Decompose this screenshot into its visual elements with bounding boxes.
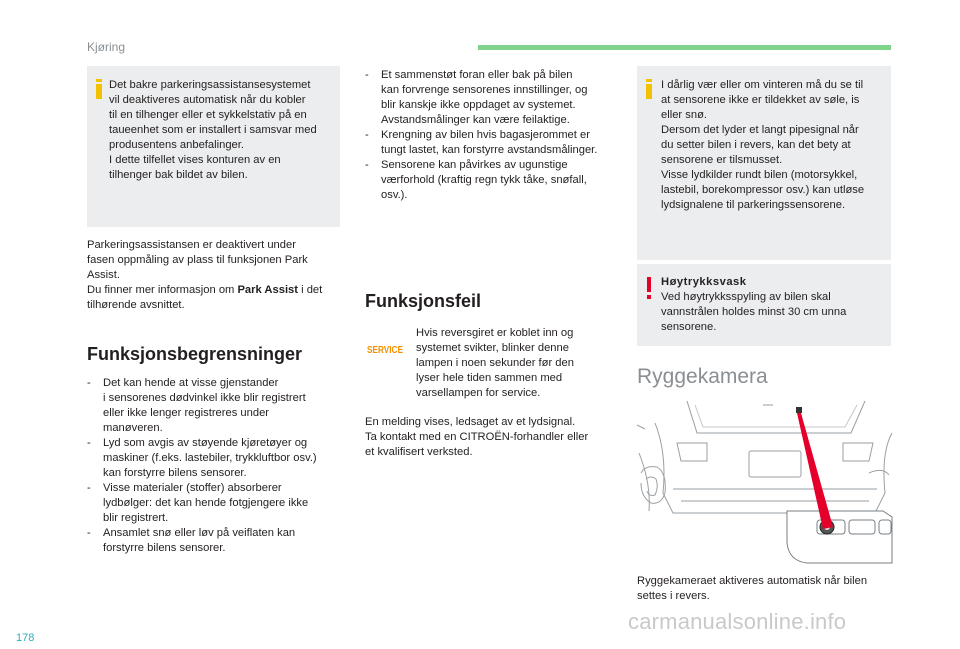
text-line: osv.). bbox=[381, 189, 408, 201]
section-accent-bar bbox=[478, 45, 891, 50]
park-assist-paragraph bbox=[87, 238, 347, 313]
text-line: varsellampen for service. bbox=[416, 387, 541, 399]
text-line: kan forvrenge sensorenes innstillinger, og bbox=[381, 84, 588, 96]
rear-camera-illustration bbox=[637, 393, 892, 568]
text-line: - Det kan hende at visse gjenstander bbox=[103, 377, 279, 389]
info-note-text bbox=[109, 78, 337, 183]
service-lamp-description bbox=[416, 326, 616, 401]
text-line: forstyrre bilens sensorer. bbox=[103, 542, 226, 554]
heading-malfunction: Funksjonsfeil bbox=[365, 291, 482, 311]
warning-title: Høytrykksvask bbox=[661, 276, 747, 288]
text-line: tilhørende avsnittet. bbox=[87, 299, 185, 311]
note-line: lastebil, borekompressor osv.) kan utløse bbox=[661, 184, 865, 196]
note-line: lydsignalene til parkeringssensorene. bbox=[661, 199, 846, 211]
note-line: I dårlig vær eller om vinteren må du se til bbox=[661, 79, 864, 91]
text-line: En melding vises, ledsaget av et lydsignal. bbox=[365, 416, 576, 428]
note-line: til en tilhenger eller et sykkelstativ på en bbox=[109, 109, 307, 121]
text-span: Du finner mer informasjon om bbox=[87, 284, 238, 296]
text-line: - Sensorene kan påvirkes av ugunstige bbox=[381, 159, 568, 171]
text-line: - Visse materialer (stoffer) absorberer bbox=[103, 482, 282, 494]
text-line: - Ansamlet snø eller løv på veiflaten kan bbox=[103, 527, 296, 539]
watermark: carmanualsonline.info bbox=[628, 609, 847, 634]
text-line: blir kanskje ikke oppdaget av systemet. bbox=[381, 99, 576, 111]
list-item bbox=[87, 376, 347, 436]
page-number: 178 bbox=[16, 632, 35, 644]
list-item bbox=[365, 158, 625, 203]
note-line: taueenhet som er installert i samsvar med bbox=[109, 124, 317, 136]
note-line: sensorene er tilsmusset. bbox=[661, 154, 783, 166]
service-warning-icon bbox=[367, 342, 403, 356]
service-icon-label: SERVICE bbox=[367, 344, 403, 356]
text-line: - Lyd som avgis av støyende kjøretøyer og bbox=[103, 437, 308, 449]
heading-limitations: Funksjonsbegrensninger bbox=[87, 344, 303, 364]
list-item bbox=[365, 68, 625, 128]
text-line: blir registrert. bbox=[103, 512, 169, 524]
text-line: - Et sammenstøt foran eller bak på bilen bbox=[381, 69, 573, 81]
text-line: lydbølger: det kan hende fotgjengere ikke bbox=[103, 497, 309, 509]
note-line: vil deaktiveres automatisk når du kobler bbox=[109, 94, 306, 106]
note-line: vannstrålen holdes minst 30 cm unna bbox=[661, 306, 847, 318]
text-line: Ta kontakt med en CITROËN-forhandler eller bbox=[365, 431, 589, 443]
note-line: at sensorene ikke er tildekket av søle, is bbox=[661, 94, 860, 106]
info-note-trailer bbox=[87, 66, 340, 227]
section-label: Kjøring bbox=[87, 40, 126, 54]
list-item bbox=[365, 128, 625, 158]
text-line: værforhold (kraftig regn tykk tåke, snøfall, bbox=[381, 174, 587, 186]
text-line: maskiner (f.eks. lastebiler, trykkluftbor osv.) bbox=[103, 452, 317, 464]
info-note-text bbox=[661, 78, 889, 213]
list-item bbox=[87, 481, 347, 526]
list-item bbox=[87, 436, 347, 481]
info-icon bbox=[646, 79, 652, 99]
text-line: et kvalifisert verksted. bbox=[365, 446, 473, 458]
text-line bbox=[87, 283, 347, 298]
text-line: Assist. bbox=[87, 269, 120, 281]
text-line: Ryggekameraet aktiveres automatisk når bilen bbox=[637, 575, 868, 587]
info-icon bbox=[96, 79, 102, 99]
text-line: manøveren. bbox=[103, 422, 163, 434]
text-line: eller ikke lenger registreres under bbox=[103, 407, 270, 419]
warning-note-text bbox=[661, 275, 889, 335]
note-line: I dette tilfellet vises konturen av en bbox=[109, 154, 281, 166]
text-line: fasen oppmåling av plass til funksjonen Park bbox=[87, 254, 308, 266]
text-line: kan forstyrre bilens sensorer. bbox=[103, 467, 247, 479]
note-line: tilhenger bak bildet av bilen. bbox=[109, 169, 248, 181]
text-line: lyser hele tiden sammen med bbox=[416, 372, 563, 384]
info-note-weather bbox=[637, 66, 891, 260]
text-line: Parkeringsassistansen er deaktivert under bbox=[87, 239, 296, 251]
dealer-contact-paragraph bbox=[365, 415, 625, 460]
sensor-disturbance-list bbox=[365, 68, 625, 203]
park-assist-reference: Park Assist bbox=[237, 284, 298, 296]
text-line: tungt lastet, kan forstyrre avstandsmålinger. bbox=[381, 144, 598, 156]
warning-icon bbox=[647, 277, 651, 299]
note-line: du setter bilen i revers, kan det bety at bbox=[661, 139, 851, 151]
note-line: Visse lydkilder rundt bilen (motorsykkel, bbox=[661, 169, 858, 181]
text-span: i det bbox=[298, 284, 323, 296]
note-line: eller snø. bbox=[661, 109, 708, 121]
note-line: produsentens anbefalinger. bbox=[109, 139, 244, 151]
text-line: i sensorenes dødvinkel ikke blir registrert bbox=[103, 392, 306, 404]
text-line: settes i revers. bbox=[637, 590, 710, 602]
warning-note-pressure-wash bbox=[637, 264, 891, 346]
note-line: Ved høytrykksspyling av bilen skal bbox=[661, 291, 831, 303]
note-line: sensorene. bbox=[661, 321, 717, 333]
text-line: Avstandsmålinger kan være feilaktige. bbox=[381, 114, 570, 126]
text-line: Hvis reversgiret er koblet inn og bbox=[416, 327, 574, 339]
text-line: - Krengning av bilen hvis bagasjerommet er bbox=[381, 129, 590, 141]
text-line: lampen i noen sekunder før den bbox=[416, 357, 574, 369]
heading-reversing-camera: Ryggekamera bbox=[637, 365, 768, 388]
limitations-list bbox=[87, 376, 347, 556]
text-line: systemet svikter, blinker denne bbox=[416, 342, 569, 354]
note-line: Det bakre parkeringsassistansesystemet bbox=[109, 79, 311, 91]
note-line: Dersom det lyder et langt pipesignal når bbox=[661, 124, 859, 136]
list-item bbox=[87, 526, 347, 556]
camera-caption bbox=[637, 574, 897, 604]
